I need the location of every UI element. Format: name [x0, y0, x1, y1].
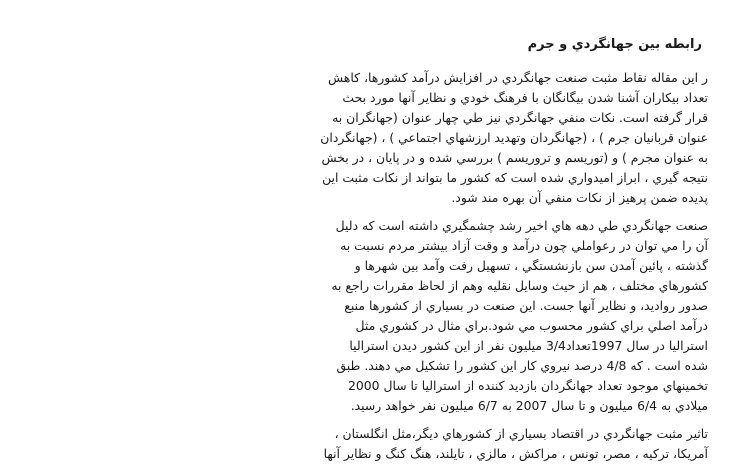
paragraph-intro	[70, 68, 708, 208]
text-line: پديده ضمن پرهيز از نكات منفي آن بهره مند شود.	[451, 190, 708, 205]
paragraph-economic-impact	[70, 424, 708, 464]
text-line: آن را مي توان در رعواملي چون درآمد و وقت آزاد بيشتر مردم نسبت به	[340, 238, 708, 253]
text-line: به عنوان مجرم ) و (توريسم و تروريسم ) بررسي شده و در پايان ، در بخش	[321, 150, 708, 165]
text-line: تخمينهاي موجود تعداد جهانگردان بازديد كننده از استراليا تا سال 2000	[347, 378, 708, 393]
document-page	[70, 36, 708, 461]
document-title: رابطه بين جهانگردي و جرم	[527, 37, 702, 52]
text-line: عنوان قربانيان جرم ) ، (جهانگردان وتهديد ارزشهاي اجتماعي ) ، (جهانگردان	[320, 130, 708, 145]
text-line: آمريكا، تركيه ، مصر، تونس ، مراكش ، مالزي ، تايلند، هنگ كنگ و نظاير آنها	[323, 446, 708, 461]
text-line: تاثير مثبت جهانگردي در اقتصاد بسياري از كشورهاي ديگر،مثل انگلستان ،	[334, 426, 708, 441]
text-line: قرار گرفته است. نكات منفي جهانگردي نيز طي چهار عنوان (جهانگران به	[332, 110, 708, 125]
text-line: ميلادي به 6/4 ميليون و تا سال 2007 به 6/7 ميليون نفر خواهد رسيد.	[350, 398, 708, 413]
text-line: صدور رواديد، و نظاير آنها جست. اين صنعت در بسياري از كشورها منبع	[344, 298, 708, 313]
text-line: تعداد بيكاران آشنا شدن بيگانگان با فرهنگ خودي و نظاير آنها مورد بحث	[342, 90, 708, 105]
text-line: درآمد اصلي براي كشور محسوب مي شود.براي مثال در كشوري مثل	[355, 318, 708, 333]
text-line: نتيجه گيري ، ابراز اميدواري شده است كه كشور ما بتواند از نكات مثبت اين	[322, 170, 708, 185]
text-line: ر اين مقاله نقاط مثبت صنعت جهانگردي در افزايش درآمد كشورها، كاهش	[328, 70, 708, 85]
text-line: گذشته ، پائين آمدن سن بازنشستگي ، تسهيل رفت وآمد بين شهرها و	[354, 258, 708, 273]
text-line: استراليا در سال 1997تعداد3/4 ميليون نفر از اين كشور ديدن استراليا	[349, 338, 708, 353]
paragraph-tourism-growth	[70, 216, 708, 416]
text-line: شده است . كه 4/8 درصد نيروي كار اين كشور را تشكيل مي دهند. طبق	[336, 358, 708, 373]
text-line: صنعت جهانگردي طي دهه هاي اخير رشد چشمگيري داشته است كه دليل	[335, 218, 708, 233]
text-line: كشورهاي مختلف ، هم از حيث وسايل نقليه وهم از لحاظ مقررات راجع به	[331, 278, 708, 293]
